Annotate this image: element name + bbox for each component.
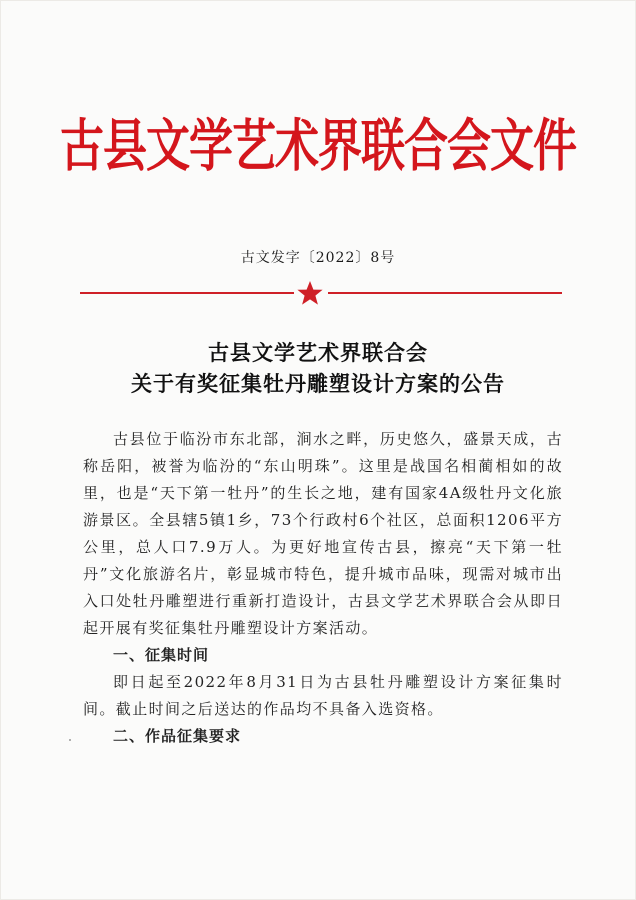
star-icon bbox=[295, 280, 325, 306]
document-body bbox=[83, 426, 563, 750]
red-rule-left bbox=[80, 292, 294, 294]
announcement-title-line1: 古县文学艺术界联合会 bbox=[208, 340, 428, 365]
scan-mark bbox=[69, 739, 71, 741]
masthead-title: 古县文学艺术界联合会文件 bbox=[60, 113, 576, 180]
section-heading-requirements: 二、作品征集要求 bbox=[113, 727, 242, 745]
section-text-collection-time: 即日起至2022年8月31日为古县牡丹雕塑设计方案征集时间。截止时间之后送达的作品均不具备入选资格。 bbox=[83, 673, 563, 718]
intro-paragraph: 古县位于临汾市东北部，涧水之畔，历史悠久，盛景天成，古称岳阳，被誉为临汾的“东山明珠”。这里是战国名相蔺相如的故里，也是“天下第一牡丹”的生长之地，建有国家4A级牡丹文化旅游景区。全县辖5镇1乡，73个行政村6个社区，总面积1206平方公里，总人口7.9万人。为更好地宣传古县，擦亮“天下第一牡丹”文化旅游名片，彰显城市特色，提升城市品味，现需对城市出入口处牡丹雕塑进行重新打造设计，古县文学艺术界联合会从即日起开展有奖征集牡丹雕塑设计方案活动。 bbox=[83, 430, 563, 637]
red-rule-right bbox=[328, 292, 562, 294]
announcement-title-line2: 关于有奖征集牡丹雕塑设计方案的公告 bbox=[131, 371, 505, 396]
document-number: 古文发字〔2022〕8号 bbox=[240, 250, 396, 266]
section-heading-collection-time: 一、征集时间 bbox=[113, 646, 210, 664]
